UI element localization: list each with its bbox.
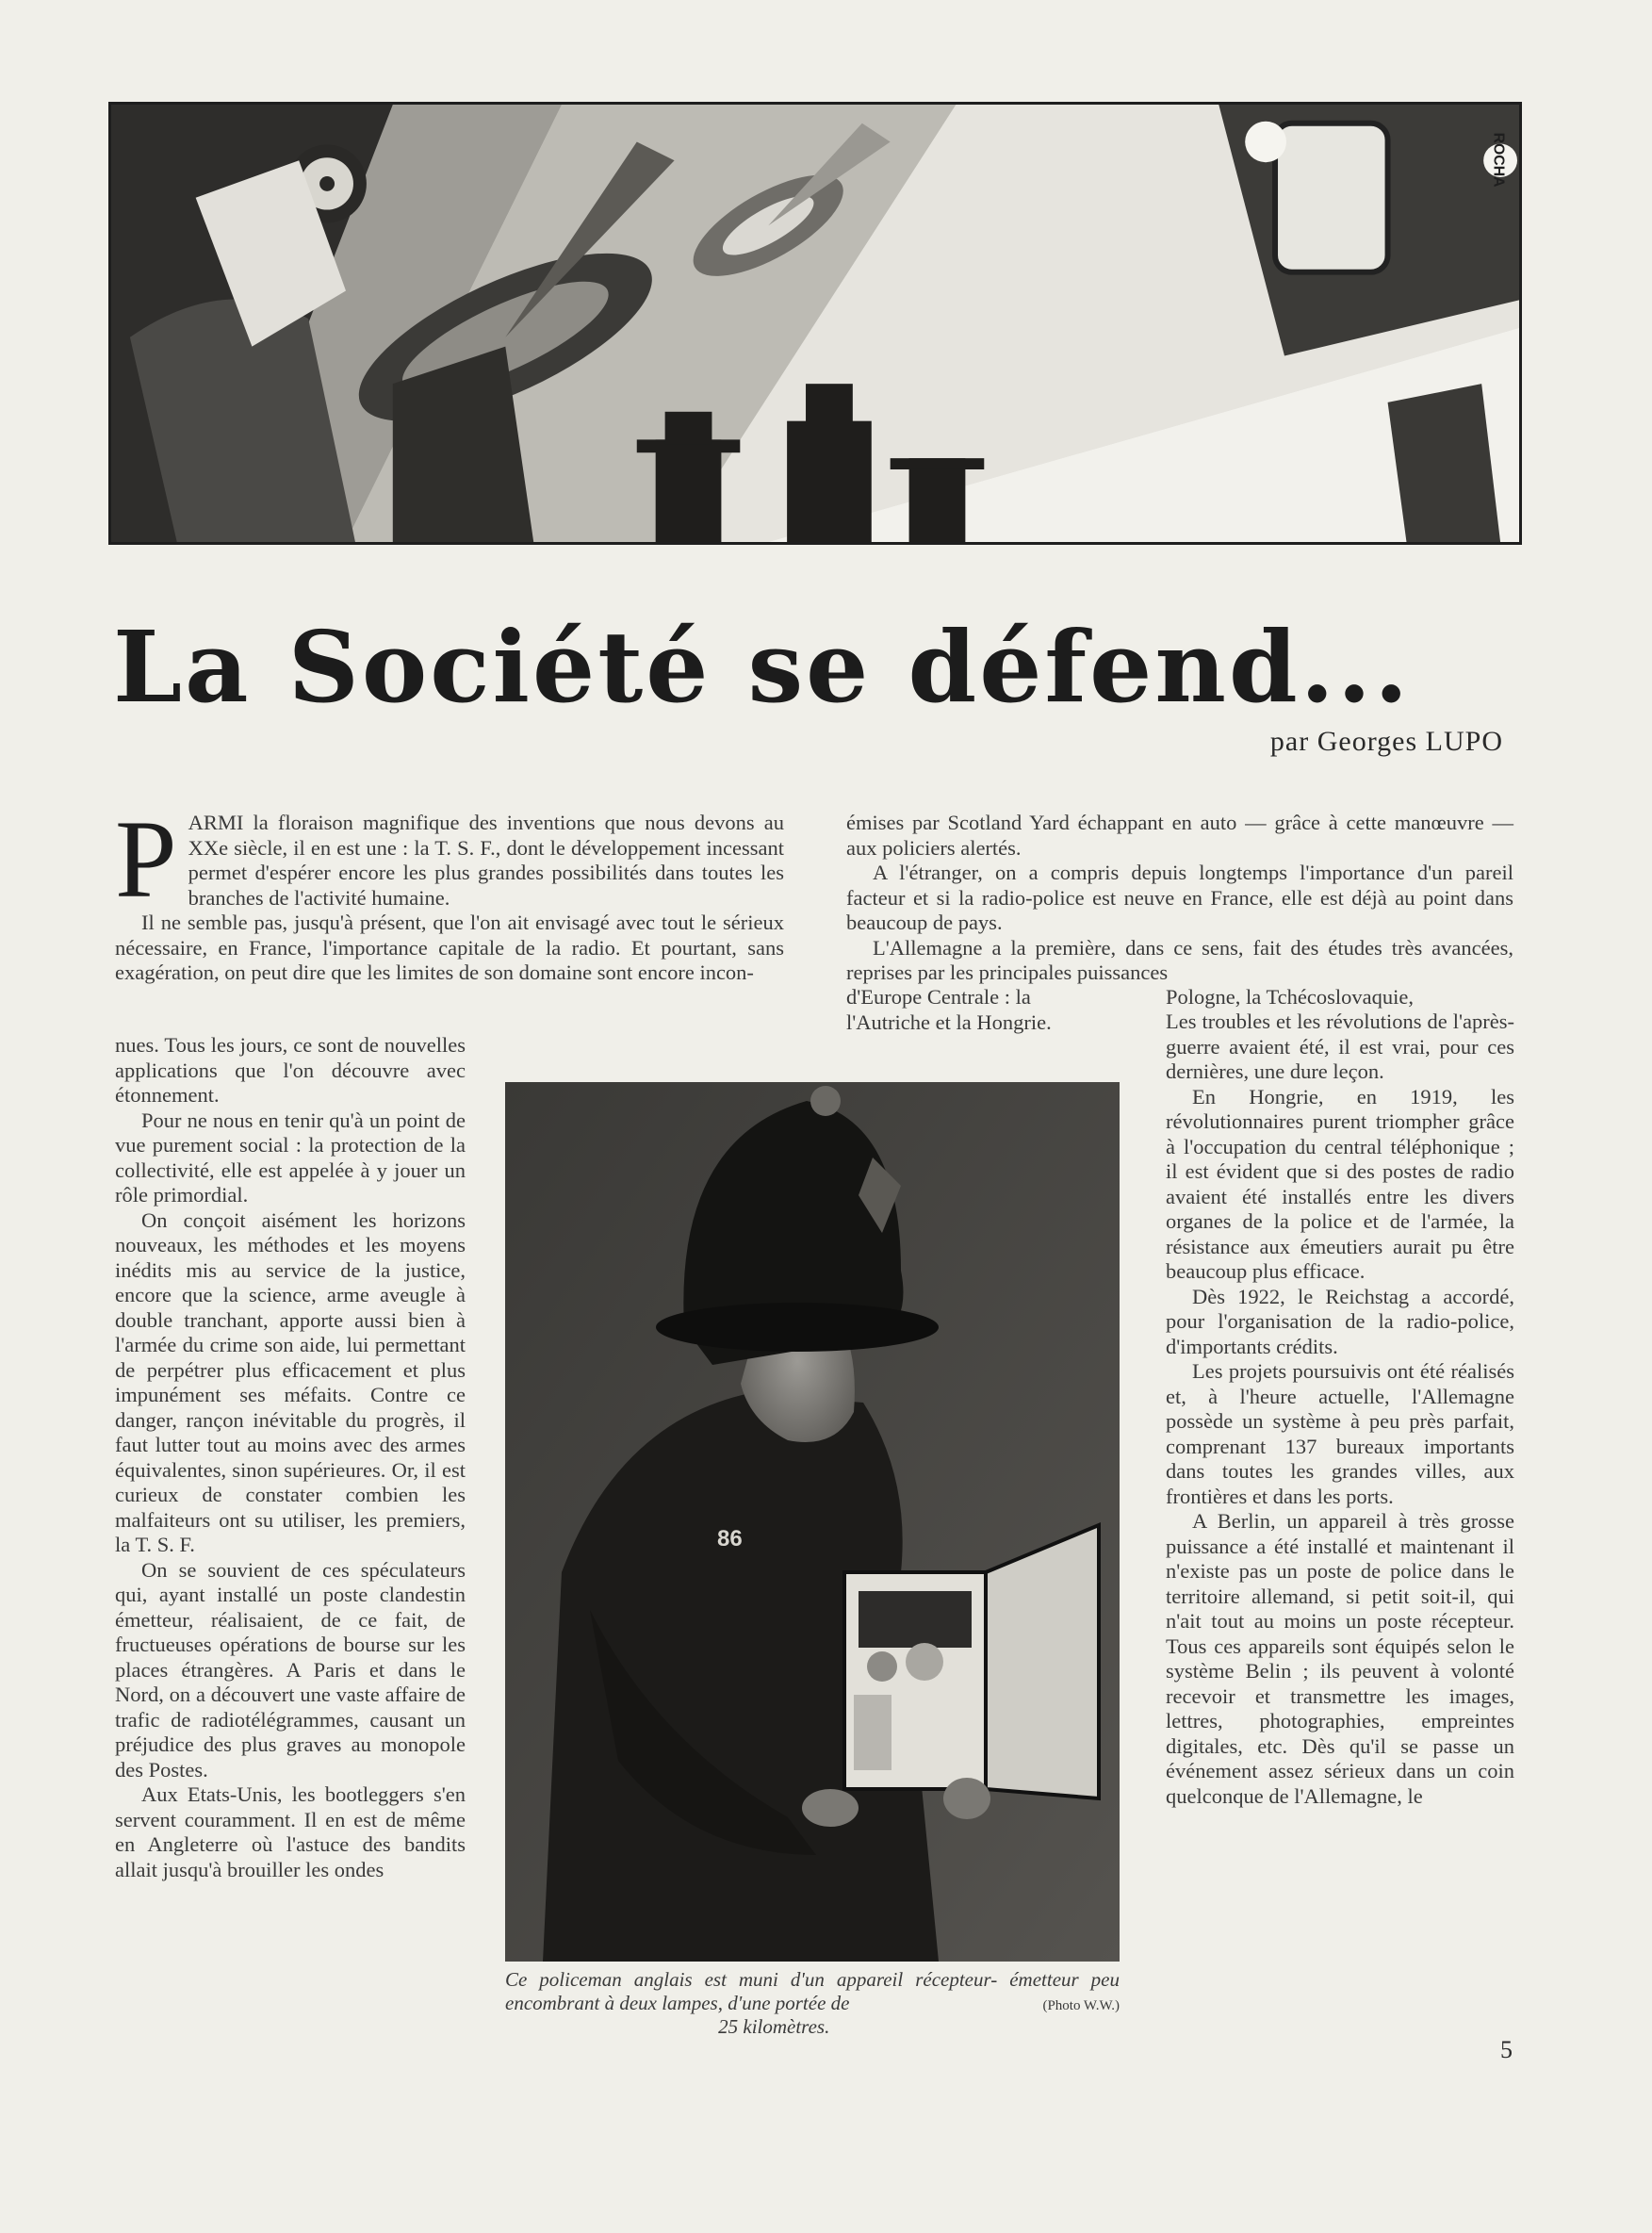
paragraph-2-wide: Il ne semble pas, jusqu'à présent, que l'on ait envisagé avec tout le sérieux nécessaire, en France, l'importance capitale de la radio. Et pourtant, sans exagération, on peut dire que les limites de son domaine sont encore incon- [115, 911, 784, 984]
column-1-top [115, 797, 784, 986]
col2-left-line-2: l'Autriche et la Hongrie. [846, 1010, 1052, 1034]
paragraph-3: Pour ne nous en tenir qu'à un point de vue purement social : la protection de la collectivité, elle est appelée à y jouer un rôle primordial. [115, 1108, 466, 1207]
article-byline: par Georges LUPO [1269, 726, 1503, 757]
col2-paragraph-2: A l'étranger, on a compris depuis longtemps l'importance d'un pareil facteur et si la radio-police est neuve en France, elle est déjà au point dans beaucoup de pays. [846, 861, 1513, 934]
caption-line-1: Ce policeman anglais est muni d'un appareil récepteur- [505, 1968, 998, 1991]
illustration-signature: ROCHA [1490, 132, 1507, 188]
page-number: 5 [1500, 2036, 1513, 2063]
col2-paragraph-3-wide: L'Allemagne a la première, dans ce sens, fait des études très avancées, reprises par les principales puissances [846, 935, 1513, 984]
col2-paragraph-1: émises par Scotland Yard échappant en auto — grâce à cette manœuvre — aux policiers alertés. [846, 811, 1513, 860]
policeman-photo [505, 1082, 1120, 1962]
column-1-narrow [115, 1033, 466, 1882]
collar-number: 86 [717, 1526, 743, 1552]
col2-right-line-1: Pologne, la Tchécoslovaquie, [1166, 985, 1414, 1009]
col2-paragraph-3-narrow: Les troubles et les révolutions de l'après-guerre avaient été, il est vrai, pour ces dernières, une dure leçon. [1166, 1010, 1514, 1083]
paragraph-5: On se souvient de ces spéculateurs qui, ayant installé un poste clandestin émetteur, réalisaient, de ce fait, de fructueuses opérations de bourse sur les places étrangères. A Paris et dans le Nord, on a découvert une vaste affaire de trafic de radiotélégrammes, causant un préjudice des plus graves au monopole des Postes. [115, 1557, 466, 1781]
col2-paragraph-6: Les projets poursuivis ont été réalisés et, à l'heure actuelle, l'Allemagne possède un système à peu près parfait, comprenant 137 bureaux importants dans toutes les grandes villes, aux frontières et dans les ports. [1166, 1359, 1514, 1508]
article-title: La Société se défend... [113, 609, 1412, 725]
header-illustration [108, 102, 1522, 545]
paragraph-6: Aux Etats-Unis, les bootleggers s'en servent couramment. Il en est de même en Angleterre où l'astuce des bandits allait jusqu'à brouiller les ondes [115, 1782, 466, 1881]
col2-left-line-1: d'Europe Centrale : la [846, 985, 1031, 1009]
art-deco-radio-illustration [111, 105, 1519, 542]
column-2-top [846, 811, 1513, 986]
col2-paragraph-4: En Hongrie, en 1919, les révolutionnaires purent triompher grâce à l'occupation du central téléphonique ; il est évident que si des postes de radio avaient été installés entre les divers organes de la police et de l'armée, la résistance aux émeutiers aurait pu être beaucoup plus efficace. [1166, 1084, 1514, 1283]
caption-line-3: 25 kilomètres. [718, 2015, 830, 2038]
column-2-narrow [1166, 1010, 1514, 1809]
photo-credit: (Photo W.W.) [1042, 1998, 1120, 2013]
paragraph-4: On conçoit aisément les horizons nouveaux, les méthodes et les moyens inédits mis au service de la justice, encore que la science, arme aveugle à double tranchant, apporte aussi bien à l'armée du crime son aide, lui permettant de perpétrer plus efficacement et plus impunément ses méfaits. Contre ce danger, rançon inévitable du progrès, il faut lutter tout au moins avec des armes équivalentes, sinon supérieures. Or, il est curieux de constater combien les malfaiteurs ont su utiliser, les premiers, la T. S. F. [115, 1207, 466, 1556]
drop-cap: P [115, 797, 177, 921]
col2-paragraph-7: A Berlin, un appareil à très grosse puissance a été installé et maintenant il n'existe pas un poste de police dans le territoire allemand, si petit soit-il, qui n'ait tout au moins un poste récepteur. Tous ces appareils sont équipés selon le système Belin ; ils peuvent à volonté recevoir et transmettre les images, lettres, photographies, empreintes digitales, etc. Dès qu'il se passe un événement assez sérieux dans un coin quelconque de l'Allemagne, le [1166, 1509, 1514, 1808]
column-2-left-lines [846, 985, 1148, 1035]
column-2-poland-line [1166, 985, 1514, 1010]
paragraph-2-cont: nues. Tous les jours, ce sont de nouvelles applications que l'on découvre avec étonnement. [115, 1033, 466, 1107]
intro-text: ARMI la floraison magnifique des inventions que nous devons au XXe siècle, il en est une : la T. S. F., dont le développement incessant permet d'espérer encore les plus grandes possibilités dans toutes les branches de l'activité humaine. [188, 811, 784, 910]
col2-paragraph-5: Dès 1922, le Reichstag a accordé, pour l'organisation de la radio-police, d'importants crédits. [1166, 1284, 1514, 1358]
photo-caption [505, 1968, 1120, 2039]
caption-line-2: émetteur peu encombrant à deux lampes, d'une portée de [505, 1968, 1120, 2014]
policeman-radio-photo [505, 1082, 1120, 1962]
paragraph-intro [115, 797, 784, 921]
